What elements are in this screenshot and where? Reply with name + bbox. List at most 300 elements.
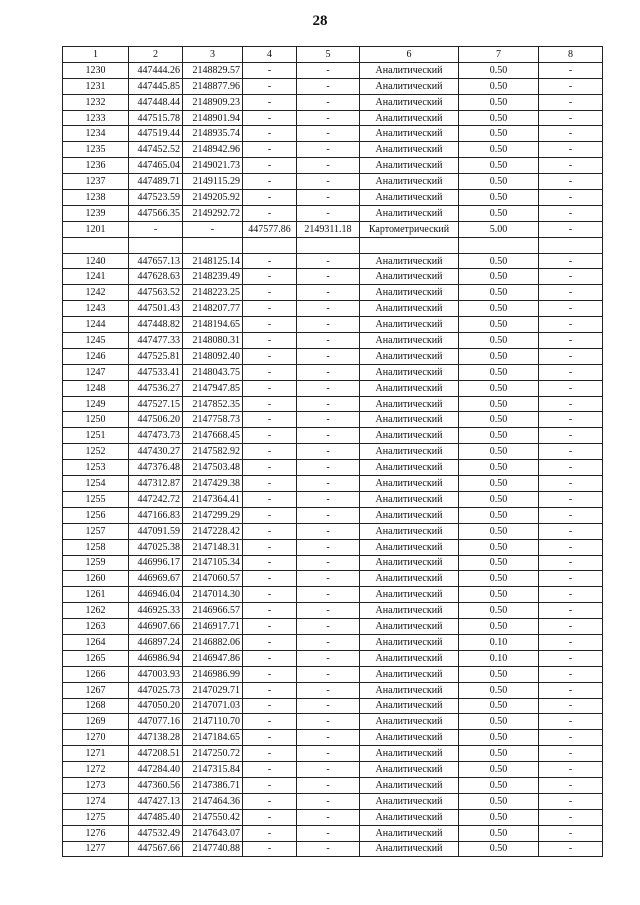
table-cell-col5: - bbox=[297, 460, 360, 476]
table-cell-col3: 2147429.38 bbox=[183, 476, 243, 492]
table-cell-col5: - bbox=[297, 603, 360, 619]
table-cell-col7: 0.50 bbox=[459, 158, 539, 174]
table-cell-col6: Аналитический bbox=[360, 793, 459, 809]
table-cell-col6: Аналитический bbox=[360, 78, 459, 94]
table-cell-col1: 1201 bbox=[63, 221, 129, 237]
table-cell-col1: 1237 bbox=[63, 174, 129, 190]
table-cell-col1: 1239 bbox=[63, 205, 129, 221]
table-cell-col7: 0.50 bbox=[459, 539, 539, 555]
table-cell-col7: 0.50 bbox=[459, 126, 539, 142]
table-row bbox=[63, 730, 603, 746]
table-cell-col2: 447525.81 bbox=[129, 348, 183, 364]
table-cell-col7: 0.50 bbox=[459, 555, 539, 571]
table-row bbox=[63, 380, 603, 396]
table-cell-col2: 446907.66 bbox=[129, 619, 183, 635]
table-cell-col2: 447567.66 bbox=[129, 841, 183, 857]
table-cell-col7: 0.50 bbox=[459, 476, 539, 492]
table-cell-col8: - bbox=[539, 730, 603, 746]
table-cell-col6: Аналитический bbox=[360, 650, 459, 666]
table-cell-col5: - bbox=[297, 94, 360, 110]
table-cell-col6: Аналитический bbox=[360, 539, 459, 555]
table-row bbox=[63, 714, 603, 730]
table-cell-col6: Аналитический bbox=[360, 348, 459, 364]
table-cell-col7: 0.50 bbox=[459, 698, 539, 714]
table-cell-col4: - bbox=[243, 285, 297, 301]
column-header: 2 bbox=[129, 47, 183, 63]
table-cell-col5: - bbox=[297, 650, 360, 666]
table-cell-col7 bbox=[459, 237, 539, 253]
table-cell-col3: 2148239.49 bbox=[183, 269, 243, 285]
table-cell-col3: 2147503.48 bbox=[183, 460, 243, 476]
table-cell-col4: - bbox=[243, 555, 297, 571]
coordinates-table bbox=[62, 46, 603, 857]
table-cell-col1: 1243 bbox=[63, 301, 129, 317]
table-cell-col2: 447452.52 bbox=[129, 142, 183, 158]
table-cell-col5: - bbox=[297, 364, 360, 380]
table-cell-col5: - bbox=[297, 396, 360, 412]
table-cell-col3: 2147740.88 bbox=[183, 841, 243, 857]
table-cell-col4: - bbox=[243, 777, 297, 793]
table-cell-col2: 447360.56 bbox=[129, 777, 183, 793]
table-cell-col6 bbox=[360, 237, 459, 253]
table-cell-col1: 1246 bbox=[63, 348, 129, 364]
table-cell-col8: - bbox=[539, 348, 603, 364]
table-cell-col6: Аналитический bbox=[360, 205, 459, 221]
table-cell-col7: 0.50 bbox=[459, 205, 539, 221]
table-cell-col4: - bbox=[243, 110, 297, 126]
table-cell-col8: - bbox=[539, 587, 603, 603]
table-cell-col8: - bbox=[539, 809, 603, 825]
table-cell-col6: Аналитический bbox=[360, 603, 459, 619]
table-cell-col5: 2149311.18 bbox=[297, 221, 360, 237]
table-cell-col4: - bbox=[243, 603, 297, 619]
table-cell-col7: 0.50 bbox=[459, 841, 539, 857]
table-cell-col8: - bbox=[539, 174, 603, 190]
table-row bbox=[63, 428, 603, 444]
table-cell-col7: 0.50 bbox=[459, 523, 539, 539]
table-cell-col7: 0.50 bbox=[459, 269, 539, 285]
table-cell-col5: - bbox=[297, 507, 360, 523]
table-cell-col2: 447527.15 bbox=[129, 396, 183, 412]
table-cell-col5 bbox=[297, 237, 360, 253]
table-cell-col4: - bbox=[243, 571, 297, 587]
table-cell-col6: Аналитический bbox=[360, 110, 459, 126]
table-cell-col7: 0.50 bbox=[459, 428, 539, 444]
table-cell-col2: 447657.13 bbox=[129, 253, 183, 269]
table-cell-col7: 0.50 bbox=[459, 78, 539, 94]
table-cell-col4: - bbox=[243, 634, 297, 650]
table-cell-col8: - bbox=[539, 698, 603, 714]
table-cell-col8: - bbox=[539, 793, 603, 809]
table-cell-col4: - bbox=[243, 698, 297, 714]
table-cell-col3: 2146947.86 bbox=[183, 650, 243, 666]
table-cell-col5: - bbox=[297, 158, 360, 174]
table-cell-col6: Аналитический bbox=[360, 428, 459, 444]
table-cell-col1: 1232 bbox=[63, 94, 129, 110]
table-cell-col4: - bbox=[243, 539, 297, 555]
table-cell-col6: Аналитический bbox=[360, 269, 459, 285]
table-row bbox=[63, 253, 603, 269]
table-cell-col5: - bbox=[297, 174, 360, 190]
table-cell-col6: Аналитический bbox=[360, 158, 459, 174]
table-cell-col8: - bbox=[539, 762, 603, 778]
table-cell-col5: - bbox=[297, 730, 360, 746]
table-cell-col5: - bbox=[297, 762, 360, 778]
table-cell-col7: 0.50 bbox=[459, 666, 539, 682]
table-cell-col2: 446996.17 bbox=[129, 555, 183, 571]
table-cell-col3: 2147315.84 bbox=[183, 762, 243, 778]
table-cell-col4: - bbox=[243, 666, 297, 682]
table-cell-col4: - bbox=[243, 380, 297, 396]
table-cell-col2: 447566.35 bbox=[129, 205, 183, 221]
table-cell-col8: - bbox=[539, 301, 603, 317]
table-cell-col8: - bbox=[539, 507, 603, 523]
table-cell-col4 bbox=[243, 237, 297, 253]
table-cell-col7: 0.50 bbox=[459, 62, 539, 78]
table-row bbox=[63, 205, 603, 221]
column-header: 7 bbox=[459, 47, 539, 63]
table-cell-col4: - bbox=[243, 491, 297, 507]
table-cell-col4: - bbox=[243, 762, 297, 778]
table-cell-col1: 1276 bbox=[63, 825, 129, 841]
table-cell-col7: 0.50 bbox=[459, 317, 539, 333]
table-cell-col2: 447515.78 bbox=[129, 110, 183, 126]
table-cell-col3: 2148223.25 bbox=[183, 285, 243, 301]
table-cell-col1: 1249 bbox=[63, 396, 129, 412]
table-cell-col7: 0.50 bbox=[459, 714, 539, 730]
table-cell-col5: - bbox=[297, 666, 360, 682]
table-row bbox=[63, 698, 603, 714]
table-cell-col1: 1274 bbox=[63, 793, 129, 809]
table-cell-col1: 1253 bbox=[63, 460, 129, 476]
table-cell-col4: - bbox=[243, 348, 297, 364]
table-cell-col6: Аналитический bbox=[360, 507, 459, 523]
table-cell-col6: Аналитический bbox=[360, 333, 459, 349]
table-cell-col8: - bbox=[539, 460, 603, 476]
table-cell-col1: 1268 bbox=[63, 698, 129, 714]
table-cell-col5: - bbox=[297, 142, 360, 158]
table-cell-col8: - bbox=[539, 619, 603, 635]
table-cell-col4: - bbox=[243, 396, 297, 412]
table-cell-col1: 1266 bbox=[63, 666, 129, 682]
table-cell-col2: 447533.41 bbox=[129, 364, 183, 380]
table-cell-col5: - bbox=[297, 380, 360, 396]
table-row bbox=[63, 110, 603, 126]
table-row bbox=[63, 777, 603, 793]
table-cell-col5: - bbox=[297, 634, 360, 650]
table-cell-col7: 0.50 bbox=[459, 333, 539, 349]
table-cell-col8: - bbox=[539, 476, 603, 492]
table-cell-col1: 1251 bbox=[63, 428, 129, 444]
table-cell-col8: - bbox=[539, 110, 603, 126]
table-cell-col8: - bbox=[539, 253, 603, 269]
table-row bbox=[63, 491, 603, 507]
table-cell-col1: 1275 bbox=[63, 809, 129, 825]
table-cell-col1: 1259 bbox=[63, 555, 129, 571]
table-cell-col8: - bbox=[539, 62, 603, 78]
table-cell-col6: Аналитический bbox=[360, 142, 459, 158]
table-cell-col5: - bbox=[297, 571, 360, 587]
table-cell-col3: 2148901.94 bbox=[183, 110, 243, 126]
table-cell-col6: Аналитический bbox=[360, 555, 459, 571]
table-cell-col4: - bbox=[243, 523, 297, 539]
table-cell-col5: - bbox=[297, 825, 360, 841]
table-cell-col7: 0.50 bbox=[459, 460, 539, 476]
table-cell-col1: 1271 bbox=[63, 746, 129, 762]
table-cell-col4: - bbox=[243, 269, 297, 285]
table-cell-col4: - bbox=[243, 825, 297, 841]
table-cell-col2: 447485.40 bbox=[129, 809, 183, 825]
table-row bbox=[63, 523, 603, 539]
table-cell-col2: 447242.72 bbox=[129, 491, 183, 507]
table-cell-col8 bbox=[539, 237, 603, 253]
table-cell-col2: 447473.73 bbox=[129, 428, 183, 444]
table-cell-col1: 1267 bbox=[63, 682, 129, 698]
table-cell-col6: Аналитический bbox=[360, 317, 459, 333]
table-cell-col3: 2148194.65 bbox=[183, 317, 243, 333]
table-cell-col5: - bbox=[297, 809, 360, 825]
table-row bbox=[63, 221, 603, 237]
table-cell-col1: 1260 bbox=[63, 571, 129, 587]
table-cell-col2: 447477.33 bbox=[129, 333, 183, 349]
table-cell-col1: 1264 bbox=[63, 634, 129, 650]
table-cell-col3: 2147643.07 bbox=[183, 825, 243, 841]
table-cell-col7: 0.50 bbox=[459, 809, 539, 825]
table-cell-col5: - bbox=[297, 269, 360, 285]
table-cell-col8: - bbox=[539, 539, 603, 555]
table-cell-col6: Аналитический bbox=[360, 62, 459, 78]
table-cell-col4: - bbox=[243, 158, 297, 174]
table-cell-col3: 2147060.57 bbox=[183, 571, 243, 587]
table-cell-col3: 2148942.96 bbox=[183, 142, 243, 158]
table-cell-col6: Картометрический bbox=[360, 221, 459, 237]
table-row bbox=[63, 841, 603, 857]
table-row bbox=[63, 333, 603, 349]
table-cell-col3: 2148877.96 bbox=[183, 78, 243, 94]
table-cell-col6: Аналитический bbox=[360, 571, 459, 587]
table-cell-col4: 447577.86 bbox=[243, 221, 297, 237]
table-cell-col4: - bbox=[243, 650, 297, 666]
table-cell-col3: 2149115.29 bbox=[183, 174, 243, 190]
table-row bbox=[63, 444, 603, 460]
table-cell-col2: 447025.38 bbox=[129, 539, 183, 555]
table-cell-col7: 0.50 bbox=[459, 412, 539, 428]
table-cell-col5: - bbox=[297, 317, 360, 333]
table-cell-col6: Аналитический bbox=[360, 174, 459, 190]
table-cell-col2: 447208.51 bbox=[129, 746, 183, 762]
table-cell-col7: 0.50 bbox=[459, 793, 539, 809]
table-cell-col4: - bbox=[243, 841, 297, 857]
table-cell-col1: 1269 bbox=[63, 714, 129, 730]
table-cell-col4: - bbox=[243, 460, 297, 476]
table-cell-col8: - bbox=[539, 825, 603, 841]
table-cell-col1: 1252 bbox=[63, 444, 129, 460]
table-header-row bbox=[63, 47, 603, 63]
table-cell-col1: 1242 bbox=[63, 285, 129, 301]
table-cell-col5: - bbox=[297, 444, 360, 460]
table-row bbox=[63, 762, 603, 778]
table-row bbox=[63, 682, 603, 698]
table-cell-col8: - bbox=[539, 555, 603, 571]
table-row bbox=[63, 650, 603, 666]
table-cell-col6: Аналитический bbox=[360, 825, 459, 841]
table-cell-col4: - bbox=[243, 78, 297, 94]
table-cell-col7: 0.50 bbox=[459, 110, 539, 126]
table-cell-col6: Аналитический bbox=[360, 285, 459, 301]
table-cell-col3: 2147582.92 bbox=[183, 444, 243, 460]
table-row bbox=[63, 364, 603, 380]
table-cell-col6: Аналитический bbox=[360, 619, 459, 635]
table-cell-col4: - bbox=[243, 126, 297, 142]
table-row bbox=[63, 793, 603, 809]
table-cell-col2: 447050.20 bbox=[129, 698, 183, 714]
table-cell-col2: 447532.49 bbox=[129, 825, 183, 841]
table-cell-col7: 5.00 bbox=[459, 221, 539, 237]
table-cell-col6: Аналитический bbox=[360, 634, 459, 650]
table-cell-col2: 447489.71 bbox=[129, 174, 183, 190]
table-row bbox=[63, 348, 603, 364]
table-cell-col3: 2147250.72 bbox=[183, 746, 243, 762]
table-cell-col1: 1244 bbox=[63, 317, 129, 333]
table-cell-col3: 2147014.30 bbox=[183, 587, 243, 603]
table-cell-col4: - bbox=[243, 809, 297, 825]
table-row bbox=[63, 460, 603, 476]
table-cell-col4: - bbox=[243, 205, 297, 221]
table-cell-col2: 446969.67 bbox=[129, 571, 183, 587]
table-cell-col1: 1241 bbox=[63, 269, 129, 285]
table-cell-col8: - bbox=[539, 205, 603, 221]
table-cell-col2: - bbox=[129, 221, 183, 237]
table-row bbox=[63, 396, 603, 412]
table-cell-col5: - bbox=[297, 78, 360, 94]
table-cell-col4: - bbox=[243, 714, 297, 730]
table-cell-col5: - bbox=[297, 285, 360, 301]
table-cell-col2: 447465.04 bbox=[129, 158, 183, 174]
table-cell-col4: - bbox=[243, 444, 297, 460]
table-row bbox=[63, 825, 603, 841]
table-row bbox=[63, 587, 603, 603]
table-cell-col2: 447427.13 bbox=[129, 793, 183, 809]
table-cell-col6: Аналитический bbox=[360, 94, 459, 110]
table-cell-col2: 447563.52 bbox=[129, 285, 183, 301]
table-cell-col5: - bbox=[297, 348, 360, 364]
table-cell-col7: 0.10 bbox=[459, 634, 539, 650]
table-cell-col1: 1256 bbox=[63, 507, 129, 523]
table-cell-col7: 0.50 bbox=[459, 301, 539, 317]
table-cell-col7: 0.50 bbox=[459, 777, 539, 793]
table-cell-col1: 1230 bbox=[63, 62, 129, 78]
table-cell-col8: - bbox=[539, 603, 603, 619]
table-cell-col2 bbox=[129, 237, 183, 253]
table-cell-col6: Аналитический bbox=[360, 412, 459, 428]
table-cell-col1 bbox=[63, 237, 129, 253]
column-header: 4 bbox=[243, 47, 297, 63]
table-cell-col6: Аналитический bbox=[360, 190, 459, 206]
table-cell-col3: 2148207.77 bbox=[183, 301, 243, 317]
table-cell-col1: 1250 bbox=[63, 412, 129, 428]
table-row bbox=[63, 412, 603, 428]
column-header: 5 bbox=[297, 47, 360, 63]
table-cell-col1: 1235 bbox=[63, 142, 129, 158]
table-cell-col1: 1261 bbox=[63, 587, 129, 603]
table-cell-col6: Аналитический bbox=[360, 730, 459, 746]
table-cell-col1: 1248 bbox=[63, 380, 129, 396]
column-header: 8 bbox=[539, 47, 603, 63]
table-cell-col6: Аналитический bbox=[360, 380, 459, 396]
table-cell-col5: - bbox=[297, 587, 360, 603]
table-cell-col8: - bbox=[539, 333, 603, 349]
table-cell-col6: Аналитический bbox=[360, 444, 459, 460]
table-cell-col2: 447091.59 bbox=[129, 523, 183, 539]
table-row bbox=[63, 158, 603, 174]
table-cell-col2: 447003.93 bbox=[129, 666, 183, 682]
table-cell-col5: - bbox=[297, 523, 360, 539]
table-cell-col6: Аналитический bbox=[360, 301, 459, 317]
table-cell-col3: 2147386.71 bbox=[183, 777, 243, 793]
table-cell-col7: 0.50 bbox=[459, 348, 539, 364]
table-cell-col6: Аналитический bbox=[360, 364, 459, 380]
table-cell-col2: 447077.16 bbox=[129, 714, 183, 730]
table-cell-col7: 0.50 bbox=[459, 507, 539, 523]
table-cell-col6: Аналитический bbox=[360, 682, 459, 698]
table-row bbox=[63, 809, 603, 825]
table-cell-col4: - bbox=[243, 364, 297, 380]
table-cell-col2: 447501.43 bbox=[129, 301, 183, 317]
table-cell-col3: 2147852.35 bbox=[183, 396, 243, 412]
table-cell-col8: - bbox=[539, 158, 603, 174]
table-cell-col4: - bbox=[243, 174, 297, 190]
table-cell-col1: 1236 bbox=[63, 158, 129, 174]
table-cell-col6: Аналитический bbox=[360, 396, 459, 412]
table-cell-col3: 2148092.40 bbox=[183, 348, 243, 364]
table-cell-col2: 447536.27 bbox=[129, 380, 183, 396]
table-cell-col8: - bbox=[539, 746, 603, 762]
table-row bbox=[63, 126, 603, 142]
table-cell-col1: 1245 bbox=[63, 333, 129, 349]
table-cell-col3: 2149021.73 bbox=[183, 158, 243, 174]
table-row bbox=[63, 237, 603, 253]
table-cell-col3: 2147668.45 bbox=[183, 428, 243, 444]
table-cell-col5: - bbox=[297, 714, 360, 730]
table-cell-col4: - bbox=[243, 793, 297, 809]
table-cell-col5: - bbox=[297, 555, 360, 571]
table-cell-col4: - bbox=[243, 428, 297, 444]
table-cell-col7: 0.50 bbox=[459, 746, 539, 762]
table-cell-col3: 2147758.73 bbox=[183, 412, 243, 428]
table-cell-col7: 0.50 bbox=[459, 619, 539, 635]
table-cell-col8: - bbox=[539, 491, 603, 507]
table-cell-col1: 1234 bbox=[63, 126, 129, 142]
table-cell-col3: 2148909.23 bbox=[183, 94, 243, 110]
table-cell-col6: Аналитический bbox=[360, 809, 459, 825]
table-cell-col5: - bbox=[297, 253, 360, 269]
table-cell-col8: - bbox=[539, 142, 603, 158]
table-cell-col8: - bbox=[539, 396, 603, 412]
table-cell-col5: - bbox=[297, 301, 360, 317]
table-cell-col5: - bbox=[297, 412, 360, 428]
table-cell-col7: 0.50 bbox=[459, 603, 539, 619]
table-cell-col5: - bbox=[297, 698, 360, 714]
table-cell-col8: - bbox=[539, 714, 603, 730]
table-cell-col6: Аналитический bbox=[360, 476, 459, 492]
table-cell-col6: Аналитический bbox=[360, 460, 459, 476]
table-cell-col2: 447166.83 bbox=[129, 507, 183, 523]
table-cell-col4: - bbox=[243, 682, 297, 698]
table-cell-col4: - bbox=[243, 301, 297, 317]
table-cell-col1: 1257 bbox=[63, 523, 129, 539]
table-cell-col2: 447025.73 bbox=[129, 682, 183, 698]
table-cell-col8: - bbox=[539, 634, 603, 650]
